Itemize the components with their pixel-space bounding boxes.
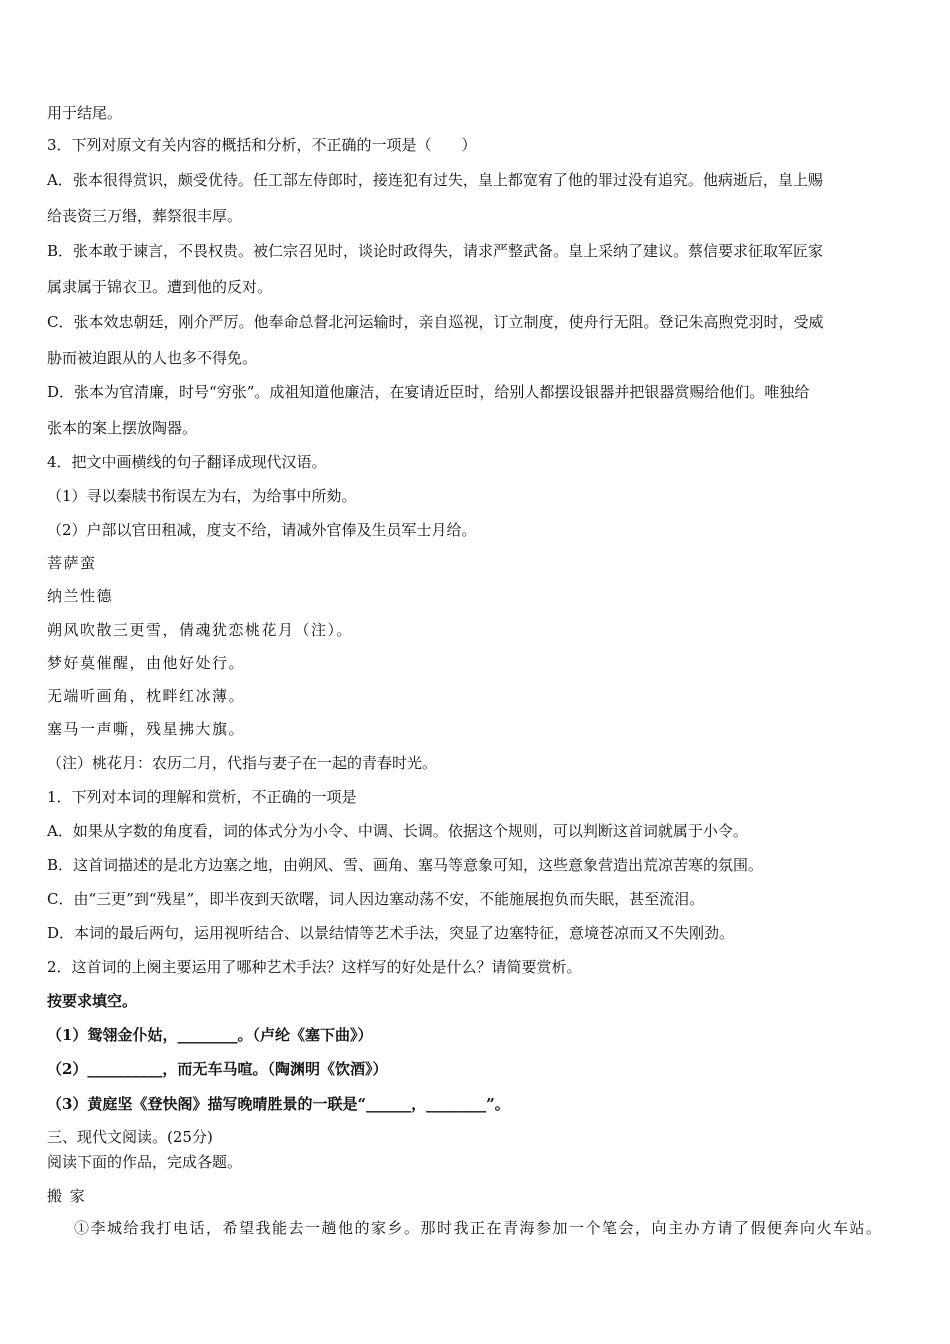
fill-blank-1: （1）鸳翎金仆姑，________。（卢纶《塞下曲》） <box>47 1026 373 1044</box>
poem-option-a: A．如果从字数的角度看，词的体式分为小令、中调、长调。依据这个规则，可以判断这首词就属于小令。 <box>47 822 748 840</box>
fill-blank-3: （3）黄庭坚《登快阁》描写晚晴胜景的一联是“______，________”。 <box>47 1095 510 1113</box>
text-line: 用于结尾。 <box>47 104 123 122</box>
option-b-line-1: B．张本敢于谏言，不畏权贵。被仁宗召见时，谈论时政得失，请求严整武备。皇上采纳了建议。蔡信要求征取军匠家 <box>47 242 824 260</box>
question-3: 3．下列对原文有关内容的概括和分析，不正确的一项是（ ） <box>47 136 477 154</box>
option-a-line-1: A．张本很得赏识，颇受优待。任工部左侍郎时，接连犯有过失，皇上都宽宥了他的罪过没有追究。他病逝后，皇上赐 <box>47 171 823 189</box>
fill-blank-heading: 按要求填空。 <box>47 992 138 1010</box>
poem-question-2: 2．这首词的上阕主要运用了哪种艺术手法？这样写的好处是什么？请简要赏析。 <box>47 958 582 976</box>
poem-line-3: 无端听画角，枕畔红冰薄。 <box>47 687 246 705</box>
poem-title: 菩萨蛮 <box>47 554 97 572</box>
question-4-part-1: （1）寻以秦牍书衔误左为右，为给事中所劾。 <box>47 487 357 505</box>
poem-line-2: 梦好莫催醒，由他好处行。 <box>47 654 246 672</box>
option-b-line-2: 属隶属于锦衣卫。遭到他的反对。 <box>47 278 273 296</box>
poem-option-d: D．本词的最后两句，运用视听结合、以景结情等艺术手法，突显了边塞特征，意境苍凉而又不失刚劲。 <box>47 924 735 942</box>
option-c-line-2: 胁而被迫跟从的人也多不得免。 <box>47 349 258 367</box>
poem-author: 纳兰性德 <box>47 587 114 605</box>
poem-note: （注）桃花月：农历二月，代指与妻子在一起的青春时光。 <box>47 754 438 772</box>
question-4-part-2: （2）户部以官田租减，度支不给，请减外官俸及生员军士月给。 <box>47 521 477 539</box>
poem-option-b: B．这首词描述的是北方边塞之地，由朔风、雪、画角、塞马等意象可知，这些意象营造出荒凉苦寒的氛围。 <box>47 856 764 874</box>
option-d-line-2: 张本的案上摆放陶器。 <box>47 419 198 437</box>
fill-blank-2: （2）__________，而无车马喧。（陶渊明《饮酒》） <box>47 1060 388 1078</box>
option-a-line-2: 给丧资三万缗，葬祭很丰厚。 <box>47 207 243 225</box>
article-title: 搬 家 <box>47 1187 87 1205</box>
poem-line-4: 塞马一声嘶，残星拂大旗。 <box>47 720 246 738</box>
poem-line-1: 朔风吹散三更雪，倩魂犹恋桃花月（注）。 <box>47 621 354 639</box>
poem-question-1: 1．下列对本词的理解和赏析，不正确的一项是 <box>47 788 357 806</box>
poem-option-c: C．由“三更”到“残星”，即半夜到天欲曙，词人因边塞动荡不安，不能施展抱负而失眠，甚至流泪。 <box>47 890 705 908</box>
option-c-line-1: C．张本效忠朝廷，刚介严厉。他奉命总督北河运输时，亲自巡视，订立制度，使舟行无阻。登记朱高煦党羽时，受威 <box>47 313 824 331</box>
article-paragraph-1: ①李城给我打电话，希望我能去一趟他的家乡。那时我正在青海参加一个笔会，向主办方请了假便奔向火车站。 <box>74 1219 883 1237</box>
section-heading: 三、现代文阅读。(25分) <box>47 1128 213 1146</box>
question-4: 4．把文中画横线的句子翻译成现代汉语。 <box>47 453 327 471</box>
section-instruction: 阅读下面的作品，完成各题。 <box>47 1153 243 1171</box>
option-d-line-1: D．张本为官清廉，时号“穷张”。成祖知道他廉洁，在宴请近臣时，给别人都摆设银器并把银器赏赐给他们。唯独给 <box>47 383 810 401</box>
